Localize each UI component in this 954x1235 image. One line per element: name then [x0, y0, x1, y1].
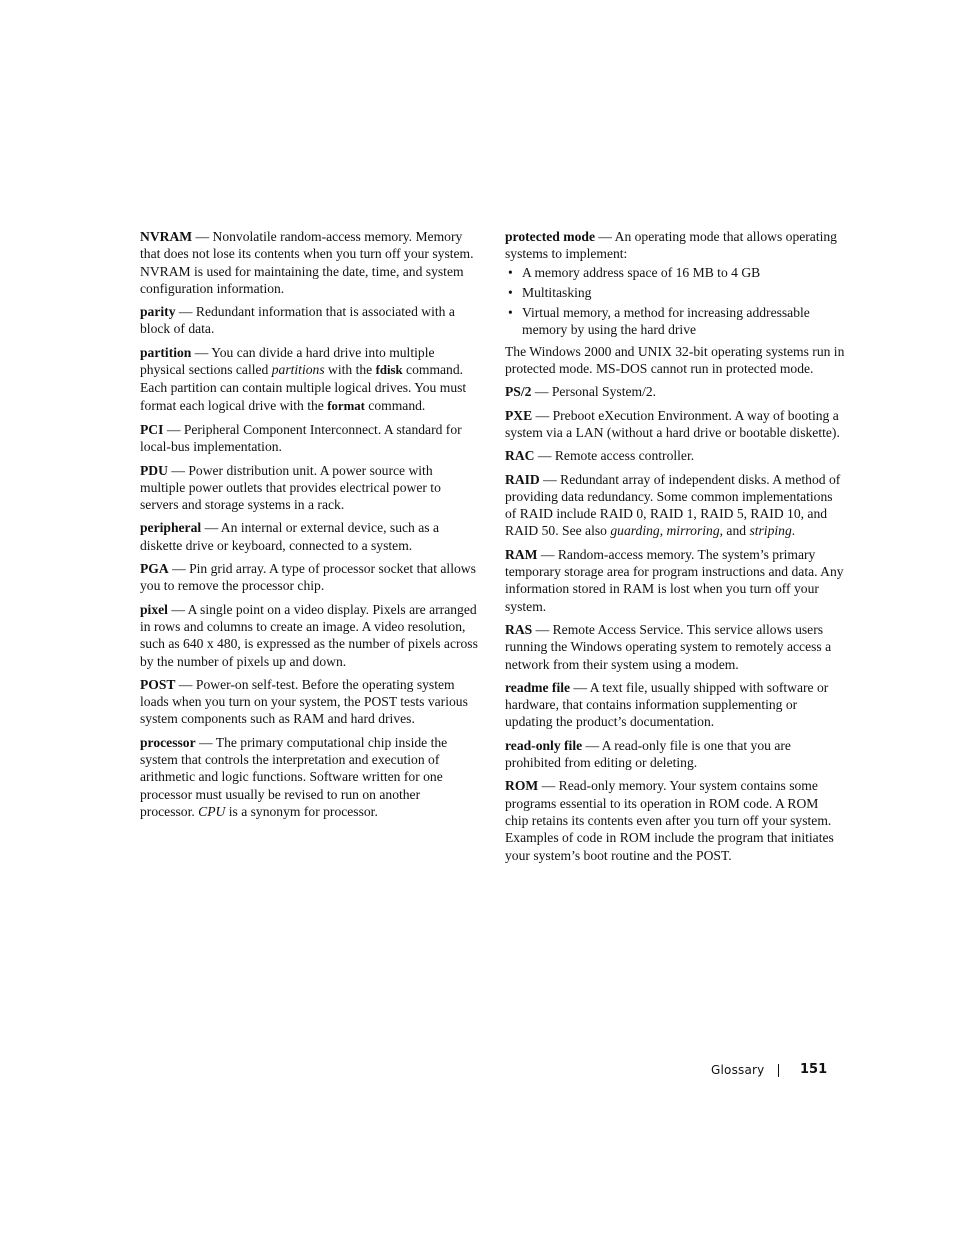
bullet-icon: •	[508, 284, 513, 300]
left-column	[140, 228, 478, 826]
definition: — An operating mode that allows operating systems to implement:	[505, 229, 837, 262]
italic-term: CPU	[198, 803, 226, 819]
term: RAM	[505, 546, 538, 562]
italic-term: striping	[749, 523, 792, 539]
entry-read-only-file	[505, 737, 845, 772]
definition: — Power-on self-test. Before the operating system loads when you turn on your system, the POST tests various system components such as RAM and hard drives.	[140, 676, 468, 727]
footer-divider	[778, 1064, 779, 1077]
definition: command.	[364, 397, 426, 413]
term: NVRAM	[140, 229, 193, 244]
term: PXE	[505, 407, 533, 423]
entry-ram	[505, 546, 845, 615]
definition: — Remote access controller.	[534, 448, 695, 464]
definition: , and	[719, 523, 750, 539]
paragraph: The Windows 2000 and UNIX 32-bit operating systems run in protected mode. MS-DOS cannot run in protected mode.	[505, 343, 845, 377]
term: read-only file	[505, 737, 583, 753]
entry-pga	[140, 560, 478, 595]
definition: — You can divide a hard drive into multiple physical sections called	[140, 344, 435, 378]
definition: — The primary computational chip inside the system that controls the interpretation and execution of arithmetic and logic functions. Software written for one processor must usually be revised to run on another processor.	[140, 734, 448, 819]
definition: — Nonvolatile random-access memory. Memory that does not lose its contents when you turn off your system. NVRAM is used for maintaining the date, time, and system configuration information.	[140, 229, 474, 296]
entry-ps2	[505, 383, 845, 400]
entry-protected-mode	[505, 228, 845, 263]
definition: — Read-only memory. Your system contains some programs essential to its operation in ROM code. A ROM chip retains its contents even after you turn off your system. Examples of code in ROM include the program that initiates your system’s boot routine and the POST.	[505, 778, 834, 863]
italic-term: partitions	[271, 362, 325, 378]
entry-processor	[140, 734, 478, 820]
term: POST	[140, 676, 176, 692]
definition: — A single point on a video display. Pixels are arranged in rows and columns to create an image. A video resolution, such as 640 x 480, is expressed as the number of pixels across by the number of pixels up and down.	[140, 601, 478, 669]
entry-nvram	[140, 228, 478, 297]
entry-peripheral	[140, 519, 478, 554]
definition: — Preboot eXecution Environment. A way of booting a system via a LAN (without a hard drive or bootable diskette).	[505, 407, 840, 440]
list-item	[505, 304, 845, 339]
footer-section-title: Glossary	[711, 1063, 765, 1077]
definition: — Random-access memory. The system’s primary temporary storage area for program instructions and data. Any information stored in RAM is lost when you turn off your system.	[505, 546, 844, 614]
entry-pixel	[140, 601, 478, 670]
term: protected mode	[505, 229, 595, 244]
term: partition	[140, 344, 192, 360]
term: readme file	[505, 679, 571, 695]
entry-rom	[505, 777, 845, 863]
entry-pci	[140, 421, 478, 456]
term: RAC	[505, 448, 535, 464]
term: pixel	[140, 601, 168, 617]
definition: — Remote Access Service. This service allows users running the Windows operating system to remotely access a network from their system using a modem.	[505, 621, 832, 672]
entry-parity	[140, 303, 478, 338]
entry-readme-file	[505, 679, 845, 731]
entry-ras	[505, 621, 845, 673]
command-name: format	[327, 398, 365, 413]
definition: — Pin grid array. A type of processor socket that allows you to remove the processor chip.	[140, 561, 476, 594]
definition: — A text file, usually shipped with software or hardware, that contains information supplementing or updating the product’s documentation.	[505, 679, 829, 730]
entry-raid	[505, 471, 845, 540]
definition: — A read-only file is one that you are prohibited from editing or deleting.	[505, 737, 791, 771]
definition: ,	[659, 523, 667, 539]
italic-term: mirroring	[666, 523, 720, 539]
italic-term: guarding	[610, 523, 660, 539]
list-item-text: Virtual memory, a method for increasing addressable memory by using the hard drive	[522, 305, 810, 338]
term: RAID	[505, 471, 540, 487]
term: RAS	[505, 621, 533, 637]
term: PDU	[140, 462, 168, 478]
term: PGA	[140, 561, 169, 577]
definition: — Personal System/2.	[531, 384, 657, 400]
list-item	[505, 284, 845, 301]
definition: .	[791, 523, 796, 539]
definition: — Peripheral Component Interconnect. A standard for local-bus implementation.	[140, 421, 462, 455]
command-name: fdisk	[375, 363, 403, 378]
right-column	[505, 228, 845, 870]
list-item-text: A memory address space of 16 MB to 4 GB	[522, 264, 761, 280]
term: peripheral	[140, 520, 202, 536]
entry-partition	[140, 344, 478, 415]
bullet-icon: •	[508, 264, 513, 280]
term: ROM	[505, 778, 539, 794]
term: processor	[140, 734, 196, 750]
entry-pxe	[505, 407, 845, 442]
entry-pdu	[140, 462, 478, 514]
definition: — Redundant array of independent disks. A method of providing data redundancy. Some common implementations of RAID include RAID 0, RAID 1, RAID 5, RAID 10, and RAID 50. See also	[505, 471, 841, 539]
term: PCI	[140, 421, 164, 437]
bullet-list	[505, 264, 845, 339]
term: parity	[140, 304, 176, 320]
definition: — An internal or external device, such as a diskette drive or keyboard, connected to a system.	[140, 520, 439, 553]
entry-rac	[505, 447, 845, 464]
list-item	[505, 264, 845, 281]
bullet-icon: •	[508, 305, 513, 321]
definition: — Power distribution unit. A power source with multiple power outlets that provides electrical power to servers and storage systems in a rack.	[140, 462, 441, 513]
definition: command. Each partition can contain multiple logical drives. You must format each logical drive with the	[140, 362, 467, 413]
definition: — Redundant information that is associated with a block of data.	[140, 304, 455, 337]
entry-post	[140, 676, 478, 728]
term: PS/2	[505, 384, 532, 400]
definition: is a synonym for processor.	[225, 803, 378, 819]
definition: with the	[324, 362, 376, 378]
list-item-text: Multitasking	[522, 284, 592, 300]
page-number: 151	[800, 1062, 828, 1077]
